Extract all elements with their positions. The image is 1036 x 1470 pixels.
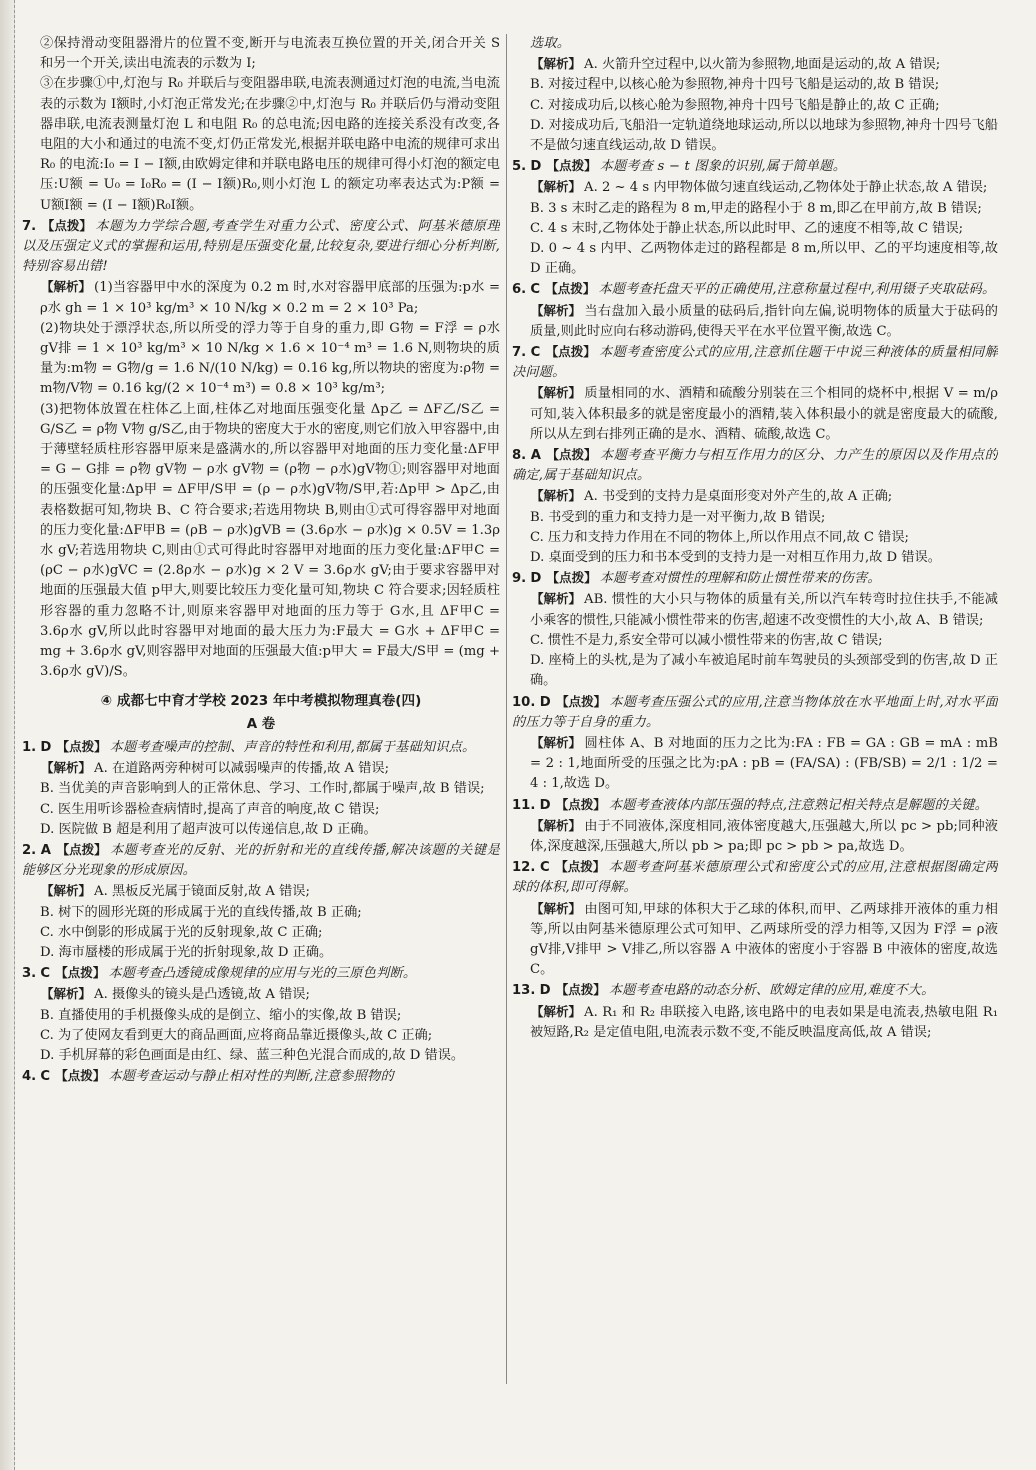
item-number: 8. <box>512 448 527 464</box>
tip-text: 本题考查托盘天平的正确使用,注意称量过程中,利用镊子夹取砝码。 <box>598 282 996 298</box>
option-b: B. 3 s 末时乙走的路程为 8 m,甲走的路程小于 8 m,即乙在甲前方,故 B 错误; <box>530 200 982 216</box>
tip-text: 本题考查凸透镜成像规律的应用与光的三原色判断。 <box>108 966 417 982</box>
column-divider <box>506 34 507 1384</box>
analysis-label: 【 解析 】 <box>530 301 582 321</box>
item-number: 6. <box>512 282 527 298</box>
tip-text: 本题考查 s − t 图象的识别,属于简单题。 <box>599 159 847 175</box>
tip-text: 本题考查平衡力与相互作用力的区分、力产生的原因以及作用点的确定,属于基础知识点。 <box>512 448 998 484</box>
tip-label: 【 点拨 】 <box>555 795 607 815</box>
option-b: B. 直播使用的手机摄像头成的是倒立、缩小的实像,故 B 错误; <box>40 1007 402 1023</box>
tip-text: 本题考查密度公式的应用,注意抓住题干中说三种液体的质量相同解决问题。 <box>512 345 998 381</box>
option-b: B. 对接过程中,以核心舱为参照物,神舟十四号飞船是运动的,故 B 错误; <box>530 77 940 93</box>
analysis-text: 由图可知,甲球的体积大于乙球的体积,而甲、乙两球排开液体的重力相等,所以由阿基米德原理公式可知甲、乙两球所受的浮力相等,又因为 F浮 = ρ液 gV排,V排甲 > V排乙,所以容器 A 中液体的密度小于容器 B 中液体的密度,故选 C。 <box>530 901 998 978</box>
item-number: 7. <box>512 345 527 361</box>
analysis-paragraph: (2)物块处于漂浮状态,所以所受的浮力等于自身的重力,即 G物 = F浮 = ρ水 gV排 = 1 × 10³ kg/m³ × 10 N/kg × 1.6 × 10⁻⁴ m³ = 1.6 N,则物块的质量为:m物 = G物/g = 1.6 N/(10 N/kg) = 0.16 kg,所以物块的密度为:ρ物 = m物/V物 = 0.16 kg/(2 × 10⁻⁴ m³) = 0.8 × 10³ kg/m³; <box>40 320 500 397</box>
tip-text: 本题考查对惯性的理解和防止惯性带来的伤害。 <box>599 571 881 587</box>
analysis-label: 【 解析 】 <box>530 816 582 836</box>
answer-item-12 <box>512 857 998 980</box>
item-number: 5. <box>512 159 527 175</box>
tip-label: 【 点拨 】 <box>555 692 607 712</box>
answer-item-13 <box>512 980 998 1043</box>
analysis-label: 【 解析 】 <box>530 1002 582 1022</box>
option-c: C. 医生用听诊器检查病情时,提高了声音的响度,故 C 错误; <box>40 801 380 817</box>
option-d: D. 海市蜃楼的形成属于光的折射现象,故 D 正确。 <box>40 944 333 960</box>
answer-item-9 <box>512 568 998 691</box>
answer-letter: D <box>539 797 551 813</box>
answer-item-11 <box>512 795 998 858</box>
option-a: A. 在道路两旁种树可以减弱噪声的传播,故 A 错误; <box>94 761 390 777</box>
analysis-text: 圆柱体 A、B 对地面的压力之比为:FA : FB = GA : GB = mA : mB = 2 : 1,地面所受的压强之比为:pA : pB = (FA/SA) : (FB/SB) = 2/1 : 1/2 = 4 : 1,故选 D。 <box>530 735 998 792</box>
tip-text: 本题考查噪声的控制、声音的特性和利用,都属于基础知识点。 <box>109 739 476 755</box>
binding-margin <box>0 0 15 1470</box>
analysis-label: 【 解析 】 <box>530 733 582 753</box>
tip-label: 【 点拨 】 <box>555 980 607 1000</box>
analysis-label: 【 解析 】 <box>530 383 582 403</box>
tip-label: 【 点拨 】 <box>56 840 108 860</box>
tip-label: 【 点拨 】 <box>546 445 598 465</box>
option-c: C. 惯性不是力,系安全带可以减小惯性带来的伤害,故 C 错误; <box>530 632 883 648</box>
tip-label: 【 点拨 】 <box>54 963 106 983</box>
answer-letter: D <box>530 571 542 587</box>
answer-letter: D <box>40 739 52 755</box>
tip-text: 本题考查电路的动态分析、欧姆定律的应用,难度不大。 <box>608 983 935 999</box>
analysis-text: 由于不同液体,深度相同,液体密度越大,压强越大,所以 pc > pb;同种液体,深度越深,压强越大,所以 pb > pa;即 pc > pb > pa,故选 D。 <box>530 818 998 854</box>
option-d: D. 座椅上的头枕,是为了减小车被追尾时前车驾驶员的头颈部受到的伤害,故 D 正确。 <box>530 653 998 689</box>
tip-text: 本题考查液体内部压强的特点,注意熟记相关特点是解题的关键。 <box>608 797 989 813</box>
answer-item-2 <box>22 840 500 963</box>
option-c: C. 对接成功后,以核心舱为参照物,神舟十四号飞船是静止的,故 C 正确; <box>530 97 940 113</box>
answer-letter: A <box>40 842 51 858</box>
answer-item-1 <box>22 737 500 840</box>
tip-text: 本题考查光的反射、光的折射和光的直线传播,解决该题的关键是能够区分光现象的形成原因。 <box>22 842 500 879</box>
paragraph: ③在步骤①中,灯泡与 R₀ 并联后与变阻器串联,电流表测通过灯泡的电流,当电流表的示数为 I额时,小灯泡正常发光;在步骤②中,灯泡与 R₀ 并联后仍与滑动变阻器串联,电流表测量灯泡 L 和电阻 R₀ 的总电流;因电路的连接关系没有改变,各电阻的大小和通过的电流不变,灯仍正常发光,根据并联电路中电流的规律可求出 R₀ 的电流:I₀ = I − I额,由欧姆定律和并联电路电压的规律可得小灯泡的额定电压:U额 = U₀ = I₀R₀ = (I − I额)R₀,则小灯泡 L 的额定功率表达式为:P额 = U额I额 = (I − I额)R₀I额。 <box>40 76 500 213</box>
answer-letter: D <box>539 694 551 710</box>
analysis-label: 【 解析 】 <box>530 54 582 74</box>
section-title: ④ 成都七中育才学校 2023 年中考模拟物理真卷(四) <box>100 692 422 709</box>
sub-title: A 卷 <box>246 716 276 732</box>
tip-label: 【 点拨 】 <box>546 156 598 176</box>
option-c: C. 水中倒影的形成属于光的反射现象,故 C 正确; <box>40 924 323 940</box>
tip-label: 【 点拨 】 <box>546 568 598 588</box>
item-number: 4. <box>22 1069 37 1085</box>
item-number: 10. <box>512 694 536 710</box>
analysis-label: 【 解析 】 <box>40 758 92 778</box>
answer-item-6 <box>512 279 998 342</box>
analysis-label: 【 解析 】 <box>530 589 582 609</box>
analysis-label: 【 解析 】 <box>40 277 92 297</box>
answer-letter: A <box>530 448 541 464</box>
tip-continuation: 选取。 <box>530 36 571 51</box>
tip-label: 【 点拨 】 <box>56 737 108 757</box>
option-a: A. 摄像头的镜头是凸透镜,故 A 错误; <box>94 987 310 1003</box>
answer-letter: C <box>40 1069 51 1085</box>
option-c: C. 4 s 末时,乙物体处于静止状态,所以此时甲、乙的速度不相等,故 C 错误; <box>530 220 964 236</box>
answer-item-5 <box>512 156 998 279</box>
option-d: D. 医院做 B 超是利用了超声波可以传递信息,故 D 正确。 <box>40 821 377 837</box>
tip-label: 【 点拨 】 <box>544 279 596 299</box>
option-ab: AB. 惯性的大小只与物体的质量有关,所以汽车转弯时拉住扶手,不能减小乘客的惯性,只能减小惯性带来的伤害,超速不改变惯性的大小,故 A、B 错误; <box>530 592 998 628</box>
tip-label: 【 点拨 】 <box>54 1066 106 1086</box>
answer-item-7b <box>512 342 998 445</box>
option-d: D. 手机屏幕的彩色画面是由红、绿、蓝三种色光混合而成的,故 D 错误。 <box>40 1047 465 1063</box>
answer-letter: C <box>539 860 550 876</box>
item-number: 7. <box>22 218 37 234</box>
answer-item-10 <box>512 692 998 795</box>
answer-letter: D <box>539 983 551 999</box>
item-number: 11. <box>512 797 536 813</box>
item-number: 1. <box>22 739 37 755</box>
tip-label: 【 点拨 】 <box>554 857 606 877</box>
tip-label: 【 点拨 】 <box>545 342 597 362</box>
tip-label: 【 点拨 】 <box>41 216 93 236</box>
option-a: A. 黑板反光属于镜面反射,故 A 错误; <box>94 884 310 900</box>
answer-letter: C <box>40 966 51 982</box>
option-d: D. 0 ~ 4 s 内甲、乙两物体走过的路程都是 8 m,所以甲、乙的平均速度相等,故 D 正确。 <box>530 241 998 277</box>
analysis-text: 当右盘加入最小质量的砝码后,指针向左偏,说明物体的质量大于砝码的质量,则此时应向右移动游码,使得天平在水平位置平衡,故选 C。 <box>530 303 998 339</box>
analysis-text: A. R₁ 和 R₂ 串联接入电路,该电路中的电表如果是电流表,热敏电阻 R₁ 被短路,R₂ 是定值电阻,电流表示数不变,不能反映温度高低,故 A 错误; <box>530 1004 998 1040</box>
analysis-text: (1)当容器甲中水的深度为 0.2 m 时,水对容器甲底部的压强为:p水 = ρ水 gh = 1 × 10³ kg/m³ × 10 N/kg × 0.2 m = 2 × 10³ Pa; <box>40 280 500 316</box>
option-c: C. 压力和支持力作用在不同的物体上,所以作用点不同,故 C 错误; <box>530 529 909 545</box>
right-column <box>512 34 998 1414</box>
option-d: D. 桌面受到的压力和书本受到的支持力是一对相互作用力,故 D 错误。 <box>530 550 941 566</box>
analysis-label: 【 解析 】 <box>40 984 92 1004</box>
analysis-label: 【 解析 】 <box>40 881 92 901</box>
option-a: A. 2 ~ 4 s 内甲物体做匀速直线运动,乙物体处于静止状态,故 A 错误; <box>584 180 988 196</box>
analysis-text: 质量相同的水、酒精和硫酸分别装在三个相同的烧杯中,根据 V = m/ρ 可知,装入体积最多的就是密度最小的酒精,装入体积最小的就是密度最大的硫酸,所以从左到右排列正确的是水、酒精、硫酸,故选 C。 <box>530 386 998 442</box>
option-a: A. 火箭升空过程中,以火箭为参照物,地面是运动的,故 A 错误; <box>584 57 941 73</box>
option-a: A. 书受到的支持力是桌面形变对外产生的,故 A 正确; <box>584 489 893 505</box>
answer-item-3 <box>22 963 500 1066</box>
item-number: 9. <box>512 571 527 587</box>
item-number: 12. <box>512 860 536 876</box>
option-b: B. 书受到的重力和支持力是一对平衡力,故 B 错误; <box>530 509 826 525</box>
tip-text: 本题考查运动与静止相对性的判断,注意参照物的 <box>108 1069 394 1085</box>
answer-item-4 <box>22 1066 500 1087</box>
analysis-paragraph: (3)把物体放置在柱体乙上面,柱体乙对地面压强变化量 Δp乙 = ΔF乙/S乙 = G/S乙 = ρ物 V物 g/S乙,由于物块的密度大于水的密度,则它们放入甲容器中,由于薄壁轻质柱形容器甲原来是盛满水的,所以容器甲对地面的压力变化量:ΔF甲 = G − G排 = ρ物 gV物 − ρ水 gV物 = (ρ物 − ρ水)gV物①;则容器甲对地面的压强变化量:Δp甲 = ΔF甲/S甲 = (ρ − ρ水)gV物/S甲,若:Δp甲 > Δp乙,由表格数据可知,物块 B、C 符合要求;若选用物块 B,则由①式可得容器甲对地面的压力变化量:ΔF甲B = (ρB − ρ水)gVB = (3.6ρ水 − ρ水)g × 0.5V = 1.3ρ水 gV;若选用物块 C,则由①式可得此时容器甲对地面的压力变化量:ΔF甲C = (ρC − ρ水)gVC = (2.8ρ水 − ρ水)g × 2 V = 3.6ρ水 gV;由于要求容器甲对地面的压强最大值 p甲大,则要比较压力变化量可知,物块 C 符合要求;因轻质柱形容器的重力忽略不计,则原来容器甲对地面的压力等于 G水,且 ΔF甲C = 3.6ρ水 gV,所以此时容器甲对地面的最大压力为:F最大 = G水 + ΔF甲C = mg + 3.6ρ水 gV,则容器甲对地面的压强最大值:p甲大 = F最大/S甲 = (mg + 3.6ρ水 gV)/S。 <box>40 401 500 680</box>
analysis-label: 【 解析 】 <box>530 177 582 197</box>
analysis-label: 【 解析 】 <box>530 486 582 506</box>
option-d: D. 对接成功后,飞船沿一定轨道绕地球运动,所以以地球为参照物,神舟十四号飞船不是做匀速直线运动,故 D 错误。 <box>530 117 998 154</box>
tip-text: 本题考查压强公式的应用,注意当物体放在水平地面上时,对水平面的压力等于自身的重力。 <box>512 694 998 730</box>
option-c: C. 为了使网友看到更大的商品画面,应将商品靠近摄像头,故 C 正确; <box>40 1027 433 1043</box>
analysis-line <box>22 277 500 318</box>
analysis-label: 【 解析 】 <box>530 899 582 919</box>
item-number: 13. <box>512 983 536 999</box>
left-column <box>22 34 500 1414</box>
tip-text: 本题考查阿基米德原理公式和密度公式的应用,注意根据图确定两球的体积,即可得解。 <box>512 860 998 896</box>
answer-letter: D <box>530 159 542 175</box>
tip-line <box>22 216 500 278</box>
answer-item-8 <box>512 445 998 568</box>
item-number: 2. <box>22 842 37 858</box>
item-number: 3. <box>22 966 37 982</box>
tip-text: 本题为力学综合题,考查学生对重力公式、密度公式、阿基米德原理以及压强定义式的掌握和运用,特别是压强变化量,比较复杂,要进行细心分析判断,特别容易出错! <box>22 218 500 275</box>
option-b: B. 当优美的声音影响到人的正常休息、学习、工作时,都属于噪声,故 B 错误; <box>40 781 485 797</box>
answer-letter: C <box>530 345 541 361</box>
answer-item-7 <box>22 216 500 683</box>
paragraph: ②保持滑动变阻器滑片的位置不变,断开与电流表互换位置的开关,闭合开关 S 和另一个开关,读出电流表的示数为 I; <box>40 36 500 72</box>
answer-letter: C <box>530 282 541 298</box>
option-b: B. 树下的圆形光斑的形成属于光的直线传播,故 B 正确; <box>40 904 362 920</box>
